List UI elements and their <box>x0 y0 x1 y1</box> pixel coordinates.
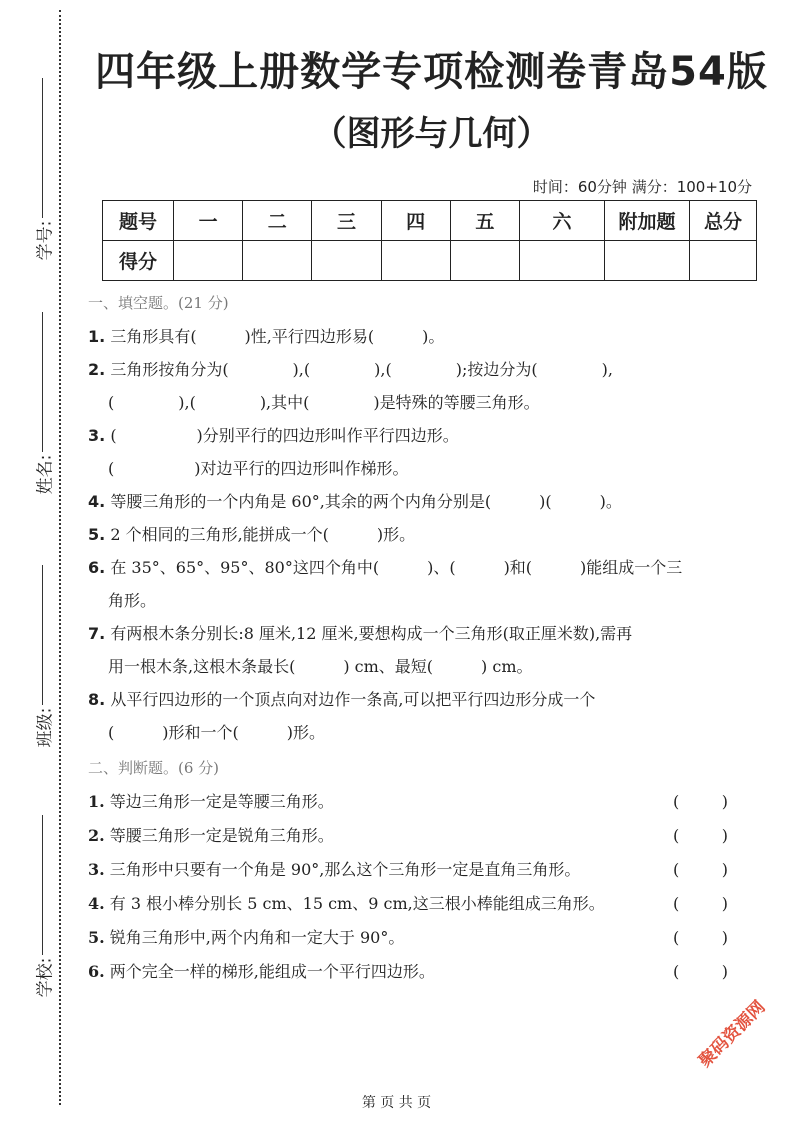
question-text: 锐角三角形中,两个内角和一定大于 90°。 <box>109 928 405 947</box>
question-number: 3. <box>88 860 105 879</box>
answer-parentheses[interactable]: ( ) <box>673 860 728 879</box>
class-label: 班级: <box>35 707 56 748</box>
score-cell[interactable] <box>450 241 519 281</box>
question-text: 从平行四边形的一个顶点向对边作一条高,可以把平行四边形分成一个 <box>110 690 596 709</box>
question-number: 7. <box>88 624 106 643</box>
name-underline[interactable] <box>42 312 43 452</box>
class-underline[interactable] <box>42 565 43 705</box>
question-number: 4. <box>88 492 106 511</box>
question-text: 在 35°、65°、95°、80°这四个角中( )、( )和( )能组成一个三 <box>110 558 683 577</box>
question-continuation: 用一根木条,这根木条最长( ) cm、最短( ) cm。 <box>108 657 533 676</box>
score-row-label: 得分 <box>103 241 174 281</box>
question-text: 2 个相同的三角形,能拼成一个( )形。 <box>110 525 416 544</box>
question-text: 等边三角形一定是等腰三角形。 <box>109 792 334 811</box>
answer-parentheses[interactable]: ( ) <box>673 894 728 913</box>
page-subtitle: （图形与几何） <box>312 114 551 154</box>
score-header-cell: 附加题 <box>605 201 690 241</box>
question-1-2 <box>88 353 728 386</box>
student-id-field[interactable] <box>8 78 56 261</box>
score-cell[interactable] <box>690 241 757 281</box>
student-id-underline[interactable] <box>42 78 43 218</box>
question-continuation: ( )对边平行的四边形叫作梯形。 <box>108 459 409 478</box>
question-1-4 <box>88 485 728 518</box>
page-footer: 第 页 共 页 <box>361 1095 432 1111</box>
question-text: ( )分别平行的四边形叫作平行四边形。 <box>110 426 459 445</box>
school-field[interactable] <box>8 815 56 998</box>
name-label: 姓名: <box>35 454 56 495</box>
question-number: 4. <box>88 894 105 913</box>
student-id-label: 学号: <box>35 220 56 261</box>
question-text: 两个完全一样的梯形,能组成一个平行四边形。 <box>109 962 435 981</box>
judge-question-2 <box>88 819 728 853</box>
question-continuation: 角形。 <box>108 591 157 610</box>
question-number: 6. <box>88 558 106 577</box>
judge-question-5 <box>88 921 728 955</box>
question-1-6 <box>88 551 728 584</box>
question-1-7 <box>88 617 728 650</box>
judge-question-6 <box>88 955 728 989</box>
score-header-cell: 题号 <box>103 201 174 241</box>
time-score-info: 时间：60分钟 满分：100+10分 <box>532 178 752 196</box>
question-continuation: ( ),( ),其中( )是特殊的等腰三角形。 <box>108 393 540 412</box>
question-text: 三角形按角分为( ),( ),( );按边分为( ), <box>110 360 613 379</box>
question-text: 等腰三角形一定是锐角三角形。 <box>109 826 334 845</box>
question-number: 1. <box>88 327 106 346</box>
school-label: 学校: <box>35 957 56 998</box>
question-text: 等腰三角形的一个内角是 60°,其余的两个内角分别是( )( )。 <box>110 492 622 511</box>
binding-line <box>59 10 61 1105</box>
name-field[interactable] <box>8 312 56 495</box>
question-continuation: ( )形和一个( )形。 <box>108 723 325 742</box>
score-header-cell: 一 <box>174 201 243 241</box>
answer-parentheses[interactable]: ( ) <box>673 826 728 845</box>
class-field[interactable] <box>8 565 56 748</box>
question-number: 5. <box>88 928 105 947</box>
section-heading-fill-blank: 一、填空题。(21 分) <box>88 294 229 312</box>
score-header-cell: 四 <box>381 201 450 241</box>
watermark-logo: 聚码资源网 <box>695 997 770 1072</box>
question-number: 3. <box>88 426 106 445</box>
question-text: 三角形中只要有一个角是 90°,那么这个三角形一定是直角三角形。 <box>109 860 581 879</box>
answer-parentheses[interactable]: ( ) <box>673 792 728 811</box>
judge-question-1 <box>88 785 728 819</box>
question-number: 1. <box>88 792 105 811</box>
question-text: 有两根木条分别长:8 厘米,12 厘米,要想构成一个三角形(取正厘米数),需再 <box>110 624 633 643</box>
question-number: 6. <box>88 962 105 981</box>
score-table <box>102 200 757 281</box>
answer-parentheses[interactable]: ( ) <box>673 962 728 981</box>
score-table-header-row <box>103 201 757 241</box>
score-header-cell: 总分 <box>690 201 757 241</box>
score-cell[interactable] <box>520 241 605 281</box>
score-header-cell: 二 <box>243 201 312 241</box>
score-cell[interactable] <box>174 241 243 281</box>
question-1-1 <box>88 320 728 353</box>
question-number: 2. <box>88 360 106 379</box>
score-header-cell: 三 <box>312 201 381 241</box>
exam-content <box>88 290 728 989</box>
score-table-score-row <box>103 241 757 281</box>
question-1-8 <box>88 683 728 716</box>
question-1-3 <box>88 419 728 452</box>
question-text: 有 3 根小棒分别长 5 cm、15 cm、9 cm,这三根小棒能组成三角形。 <box>109 894 605 913</box>
score-header-cell: 五 <box>450 201 519 241</box>
question-number: 2. <box>88 826 105 845</box>
question-number: 8. <box>88 690 106 709</box>
answer-parentheses[interactable]: ( ) <box>673 928 728 947</box>
judge-question-3 <box>88 853 728 887</box>
question-text: 三角形具有( )性,平行四边形易( )。 <box>110 327 445 346</box>
question-1-5 <box>88 518 728 551</box>
judge-question-4 <box>88 887 728 921</box>
score-header-cell: 六 <box>520 201 605 241</box>
score-cell[interactable] <box>243 241 312 281</box>
section-heading-true-false: 二、判断题。(6 分) <box>88 759 220 777</box>
score-cell[interactable] <box>312 241 381 281</box>
page-title: 四年级上册数学专项检测卷青岛54版 <box>95 49 768 95</box>
school-underline[interactable] <box>42 815 43 955</box>
score-cell[interactable] <box>605 241 690 281</box>
question-number: 5. <box>88 525 106 544</box>
score-cell[interactable] <box>381 241 450 281</box>
